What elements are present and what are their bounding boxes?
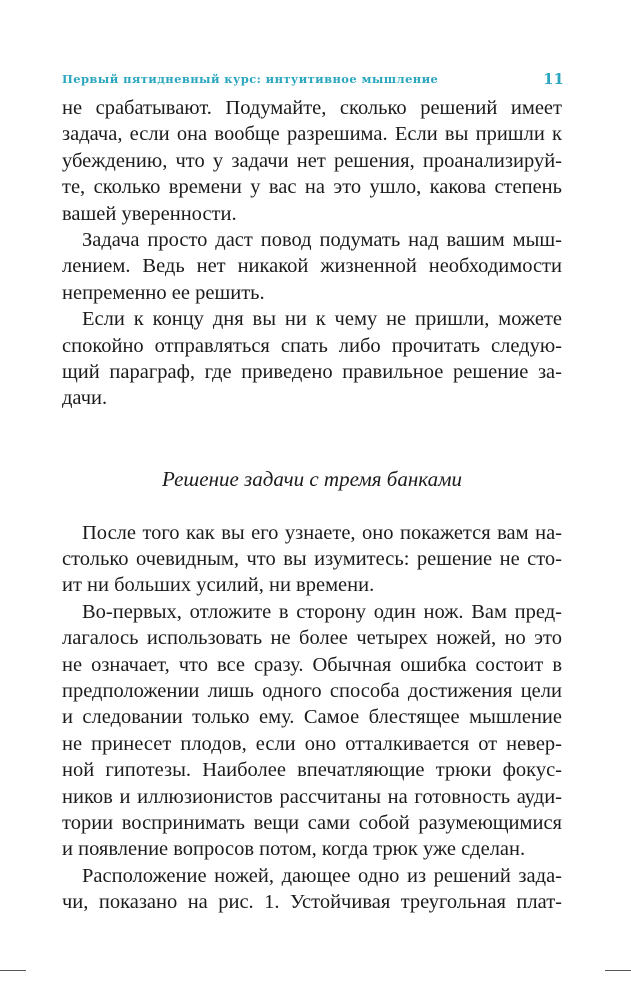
text-line: убеждению, что у задачи нет решения, проанализируй-	[62, 149, 562, 172]
text-line: не принесет плодов, если оно отталкивается от невер-	[62, 732, 562, 755]
text-line: не означает, что все сразу. Обычная ошибка состоит в	[62, 653, 562, 676]
body-text	[62, 95, 562, 916]
page-header	[62, 68, 564, 90]
spacer	[62, 494, 562, 520]
text-line: столько очевидным, что вы изумитесь: решение не сто-	[62, 548, 562, 571]
text-line: ит ни больших усилий, ни времени.	[62, 574, 375, 597]
section-title: Решение задачи с тремя банками	[162, 466, 462, 491]
text-line: Задача просто даст повод подумать над вашим мыш-	[82, 228, 562, 251]
text-line: и появление вопросов потом, когда трюк уже сделан.	[62, 838, 526, 861]
running-head: Первый пятидневный курс: интуитивное мышление	[62, 72, 439, 86]
text-line: предположении лишь одного способа достижения цели	[62, 680, 562, 703]
text-line: лагалось использовать не более четырех ножей, но это	[62, 627, 562, 650]
text-line: лением. Ведь нет никакой жизненной необходимости	[62, 255, 562, 278]
text-line: ной гипотезы. Наиболее впечатляющие трюки фокус-	[62, 759, 562, 782]
text-line: Если к концу дня вы ни к чему не пришли, можете	[82, 308, 562, 331]
text-line: щий параграф, где приведено правильное решение за-	[62, 360, 562, 383]
text-line: дачи.	[62, 387, 108, 410]
spacer	[62, 412, 562, 464]
page-number: 11	[543, 70, 564, 88]
crop-mark-left	[0, 970, 26, 971]
text-line: чи, показано на рис. 1. Устойчивая треугольная плат-	[62, 891, 562, 914]
text-line: спокойно отправляться спать либо прочитать следую-	[62, 334, 562, 357]
text-line: вашей уверенности.	[62, 202, 237, 225]
text-line: ников и иллюзионистов рассчитаны на готовность ауди-	[62, 785, 562, 808]
text-line: те, сколько времени у вас на это ушло, какова степень	[62, 176, 562, 199]
text-line: и следовании только ему. Самое блестящее мышление	[62, 706, 562, 729]
text-line: задача, если она вообще разрешима. Если вы пришли к	[62, 123, 562, 146]
text-line: После того как вы его узнаете, оно покажется вам на-	[82, 521, 562, 544]
text-line: не срабатывают. Подумайте, сколько решений имеет	[62, 97, 562, 119]
crop-mark-right	[605, 970, 631, 971]
text-line: непременно ее решить.	[62, 281, 265, 304]
text-line: Во-первых, отложите в сторону один нож. Вам пред-	[82, 600, 562, 623]
text-line: тории воспринимать вещи сами собой разумеющимися	[62, 811, 562, 834]
text-line: Расположение ножей, дающее одно из решений зада-	[82, 864, 562, 887]
